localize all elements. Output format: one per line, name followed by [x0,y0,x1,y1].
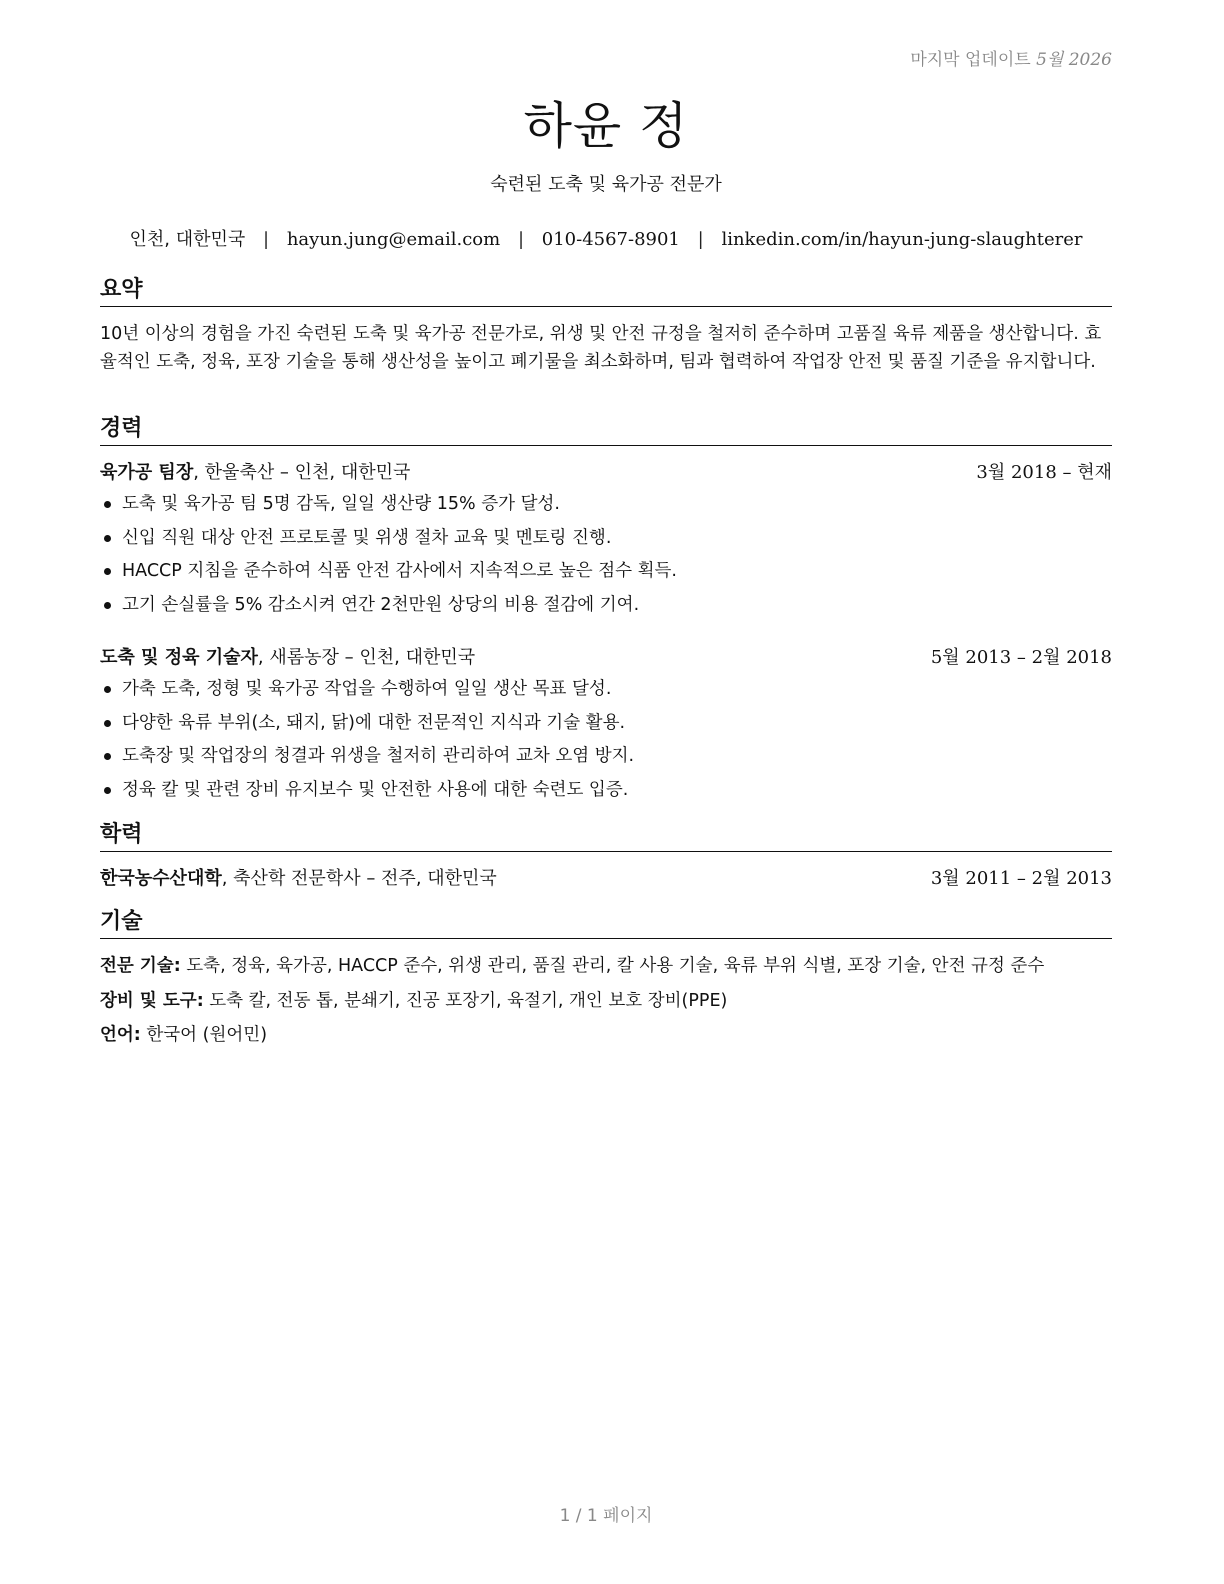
list-item: HACCP 지침을 준수하여 식품 안전 감사에서 지속적으로 높은 점수 획득. [100,558,1112,592]
list-item: 고기 손실률을 5% 감소시켜 연간 2천만원 상당의 비용 절감에 기여. [100,592,1112,626]
tagline: 숙련된 도축 및 육가공 전문가 [490,174,722,195]
resume-page [100,0,1112,1584]
experience-heading: 경력 [100,416,1112,446]
job-title: 도축 및 정육 기술자 [100,647,258,668]
job-employer: , 새롬농장 – 인천, 대한민국 [257,647,476,668]
list-item: 도축장 및 작업장의 청결과 위생을 철저히 관리하여 교차 오염 방지. [100,743,1112,777]
last-updated-date: 5월 2026 [1036,50,1112,70]
summary-text: 10년 이상의 경험을 가진 숙련된 도축 및 육가공 전문가로, 위생 및 안전 규정을 철저히 준수하며 고품질 육류 제품을 생산합니다. 효율적인 도축, 정육, 포장 기술을 통해 생산성을 높이고 폐기물을 최소화하며, 팀과 협력하여 작업장 안전 및 품질 기준을 유지합니다. [100,324,1102,372]
job-employer: , 한울축산 – 인천, 대한민국 [193,462,411,483]
skill-label: 장비 및 도구: [100,991,204,1011]
skill-value: 도축, 정육, 육가공, HACCP 준수, 위생 관리, 품질 관리, 칼 사용 기술, 육류 부위 식별, 포장 기술, 안전 규정 준수 [180,956,1045,976]
list-item: 다양한 육류 부위(소, 돼지, 닭)에 대한 전문적인 지식과 기술 활용. [100,710,1112,744]
skill-label: 전문 기술: [100,956,181,976]
job-bullets [100,676,1112,810]
skill-line [100,1022,1112,1048]
school-name: 한국농수산대학 [100,868,222,889]
skill-line [100,988,1112,1014]
skill-label: 언어: [100,1025,141,1045]
job-dates: 3월 2018 – 현재 [976,462,1112,483]
page-number: 1 / 1 페이지 [559,1506,653,1526]
contact-line [100,225,1112,251]
education-entry [100,866,1112,892]
list-item: 가축 도축, 정형 및 육가공 작업을 수행하여 일일 생산 목표 달성. [100,676,1112,710]
contact-email[interactable]: hayun.jung@email.com [286,229,501,250]
job-title: 육가공 팀장 [100,462,194,483]
list-item: 도축 및 육가공 팀 5명 감독, 일일 생산량 15% 증가 달성. [100,491,1112,525]
contact-phone[interactable]: 010-4567-8901 [541,229,680,250]
list-item: 신입 직원 대상 안전 프로토콜 및 위생 절차 교육 및 멘토링 진행. [100,525,1112,559]
job-header [100,645,1112,671]
skill-value: 도축 칼, 전동 톱, 분쇄기, 진공 포장기, 육절기, 개인 보호 장비(PPE) [203,991,728,1011]
skill-line [100,953,1112,979]
job-bullets [100,491,1112,625]
contact-location: 인천, 대한민국 [129,229,246,250]
skills-heading: 기술 [100,909,1112,939]
job-dates: 5월 2013 – 2월 2018 [930,647,1112,668]
education-heading: 학력 [100,822,1112,852]
degree-detail: , 축산학 전문학사 – 전주, 대한민국 [221,868,497,889]
last-updated-label: 마지막 업데이트 [910,50,1031,70]
education-dates: 3월 2011 – 2월 2013 [930,868,1112,889]
skill-value: 한국어 (원어민) [140,1025,268,1045]
contact-separator: | [263,229,270,250]
job-header [100,460,1112,486]
contact-separator: | [697,229,704,250]
contact-separator: | [517,229,525,250]
last-updated [910,45,1112,70]
list-item: 정육 칼 및 관련 장비 유지보수 및 안전한 사용에 대한 숙련도 입증. [100,777,1112,811]
contact-linkedin[interactable]: linkedin.com/in/hayun-jung-slaughterer [721,229,1083,250]
candidate-name: 하윤 정 [523,97,689,155]
summary-heading: 요약 [100,277,1112,307]
